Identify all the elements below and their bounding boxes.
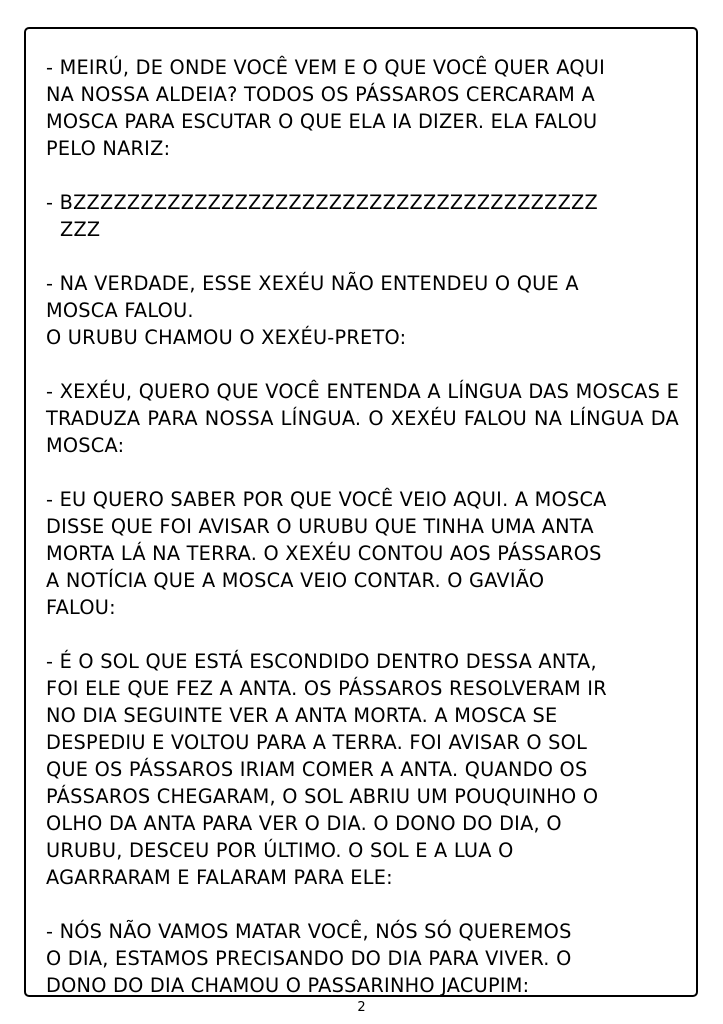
- page-text: [46, 54, 679, 997]
- paragraph-7: - NÓS NÃO VAMOS MATAR VOCÊ, NÓS SÓ QUEREMOS O DIA, ESTAMOS PRECISANDO DO DIA PARA VIVER. O DONO DO DIA CHAMOU O PASSARINHO JACUPIM:: [46, 920, 572, 997]
- paragraph-6: - É O SOL QUE ESTÁ ESCONDIDO DENTRO DESSA ANTA, FOI ELE QUE FEZ A ANTA. OS PÁSSAROS RESOLVERAM IR NO DIA SEGUINTE VER A ANTA MORTA. A MOSCA SE DESPEDIU E VOLTOU PARA A TERRA. FOI AVISAR O SOL QUE OS PÁSSAROS IRIAM COMER A ANTA. QUANDO OS PÁSSAROS CHEGARAM, O SOL ABRIU UM POUQUINHO O OLHO DA ANTA PARA VER O DIA. O DONO DO DIA, O URUBU, DESCEU POR ÚLTIMO. O SOL E A LUA O AGARRARAM E FALARAM PARA ELE:: [46, 650, 607, 889]
- page-number: 2: [357, 1000, 366, 1015]
- page-border: [24, 27, 698, 997]
- paragraph-4: - XEXÉU, QUERO QUE VOCÊ ENTENDA A LÍNGUA DAS MOSCAS E TRADUZA PARA NOSSA LÍNGUA. O XEXÉU FALOU NA LÍNGUA DA MOSCA:: [46, 380, 679, 457]
- paragraph-1: - MEIRÚ, DE ONDE VOCÊ VEM E O QUE VOCÊ QUER AQUI NA NOSSA ALDEIA? TODOS OS PÁSSAROS CERCARAM A MOSCA PARA ESCUTAR O QUE ELA IA DIZER. ELA FALOU PELO NARIZ:: [46, 56, 606, 160]
- paragraph-2: - BZZZZZZZZZZZZZZZZZZZZZZZZZZZZZZZZZZZZZZZ ZZZ: [46, 191, 598, 241]
- paragraph-3: - NA VERDADE, ESSE XEXÉU NÃO ENTENDEU O QUE A MOSCA FALOU. O URUBU CHAMOU O XEXÉU-PRETO:: [46, 272, 579, 349]
- paragraph-5: - EU QUERO SABER POR QUE VOCÊ VEIO AQUI. A MOSCA DISSE QUE FOI AVISAR O URUBU QUE TINHA UMA ANTA MORTA LÁ NA TERRA. O XEXÉU CONTOU AOS PÁSSAROS A NOTÍCIA QUE A MOSCA VEIO CONTAR. O GAVIÃO FALOU:: [46, 488, 607, 619]
